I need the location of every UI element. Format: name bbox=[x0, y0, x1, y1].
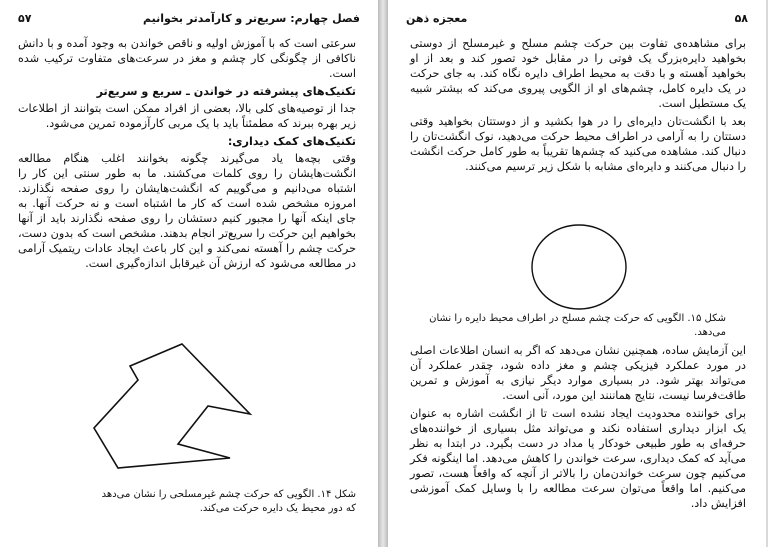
left-paragraph-3: وقتی بچه‌ها یاد می‌گیرند چگونه بخوانند اغلب هنگام مطالعه انگشت‌هایشان را روی کلمات می‌کشند. ما به طور سنتی این کار را اشتباه می‌دانیم و می‌گوییم که انگشت‌هایشان را روی صفحه نگذارند. امروزه مشخص شده است که کار ما اشتباه است و نه حرکت آنها. به جای اینکه آنها را مجبور کنیم دستشان را روی صفحه نگذارند باید از آنها بخواهیم این حرکت را سریع‌تر انجام بدهند. مشخص است که بدون دست، حرکت چشم را آهسته نمی‌کند و این کار باعث ایجاد عادات ریتمیک آرامی در مطالعه می‌شود که ارزش آن غیرقابل اندازه‌گیری است. bbox=[18, 152, 356, 270]
figure-15-caption: شکل ۱۵. الگویی که حرکت چشم مسلح در اطراف محیط دایره را نشان می‌دهد. bbox=[429, 313, 726, 338]
figure-14-caption: شکل ۱۴. الگویی که حرکت چشم غیرمسلحی را نشان می‌دهد که دور محیط یک دایره حرکت می‌کند. bbox=[101, 489, 356, 514]
right-text-bottom bbox=[410, 343, 746, 514]
left-page-number: ۵۷ bbox=[18, 12, 32, 25]
right-page-number: ۵۸ bbox=[734, 12, 748, 25]
left-heading-2: تکنیک‌های کمک دیداری: bbox=[227, 135, 356, 148]
right-text-top bbox=[410, 36, 746, 177]
right-paragraph-4: برای خواننده محدودیت ایجاد نشده است تا از انگشت اشاره به عنوان یک ابزار دیداری استفاده نکند و می‌تواند مثل بسیاری از خواننده‌های حرفه‌ای به طور طبیعی خودکار یا مداد در دست بگیرد. در ابتدا به نظر می‌آید که کمک دیداری، سرعت خواندن را کاهش می‌دهد. اما اینگونه فکر می‌کنیم چون سرعت خواندن‌مان را بالاتر از آنچه که واقعاً هست، تصور می‌کنیم. اما واقعاً می‌توان سرعت مطالعه را با وسایل کمک آموزشی افزایش داد. bbox=[410, 407, 746, 510]
left-text-block bbox=[18, 36, 356, 274]
right-paragraph-1: برای مشاهده‌ی تفاوت بین حرکت چشم مسلح و غیرمسلح از دوستی بخواهید دایره‌بزرگ یک فوتی را در مقابل خود تصور کند و بعد از او بخواهید آهسته و با دقت به محیط اطراف دایره نگاه کند. به جای حرکت در یک دایره کامل، چشم‌های او از الگویی پیروی می‌کند که بیشتر شبیه یک مستطیل است. bbox=[410, 37, 746, 110]
left-heading-1: تکنیک‌های پیشرفته در خواندن ـ سریع و سریع‌تر bbox=[96, 85, 356, 98]
right-paragraph-3: این آزمایش ساده، همچنین نشان می‌دهد که اگر به انسان اطلاعات اصلی در مورد عملکرد فیزیکی چشم و مغز داده شود، چقدر عملکرد آن می‌تواند بهتر شود. در بسیاری موارد دیگر نیازی به آموزش و تمرین طاقت‌فرسا نیست، نتایج هماننند این مورد، آنی است. bbox=[410, 344, 746, 402]
aided-eye-path bbox=[532, 225, 626, 309]
left-page bbox=[0, 0, 378, 547]
left-paragraph-1: سرعتی است که با آموزش اولیه و ناقص خواندن به وجود آمده و با دانش ناکافی از چگونگی کار چشم و مغز در سرعت‌های متفاوت ترکیب شده است. bbox=[18, 37, 356, 80]
left-header-title: فصل چهارم: سریع‌تر و کارآمدتر بخوانیم bbox=[143, 12, 360, 25]
left-paragraph-2: جدا از توصیه‌های کلی بالا، بعضی از افراد ممکن است بتوانند از اطلاعات زیر بهره ببرند که مطمئناً باید با یک مربی کارآزموده تمرین می‌شود. bbox=[18, 102, 356, 130]
right-page-header bbox=[406, 12, 748, 25]
right-paragraph-2: بعد با انگشت‌تان دایره‌ای را در هوا بکشید و از دوستتان بخواهید وقتی دستتان را به آرامی در اطراف محیط حرکت می‌دهید، نوک انگشت‌تان را دنبال کند. مشاهده می‌کنید که چشم‌ها تقریباً به طور کامل حرکت انگشت را دنبال می‌کنند و دایره‌ای مشابه با شکل زیر ترسیم می‌کنند. bbox=[410, 115, 746, 173]
figure-15-circle bbox=[528, 222, 630, 312]
right-page bbox=[388, 0, 766, 547]
unaided-eye-path bbox=[94, 344, 250, 468]
figure-14-polygon bbox=[90, 336, 290, 481]
book-gutter bbox=[378, 0, 388, 547]
left-page-header bbox=[18, 12, 360, 25]
right-header-title: معجزه ذهن bbox=[406, 12, 468, 25]
